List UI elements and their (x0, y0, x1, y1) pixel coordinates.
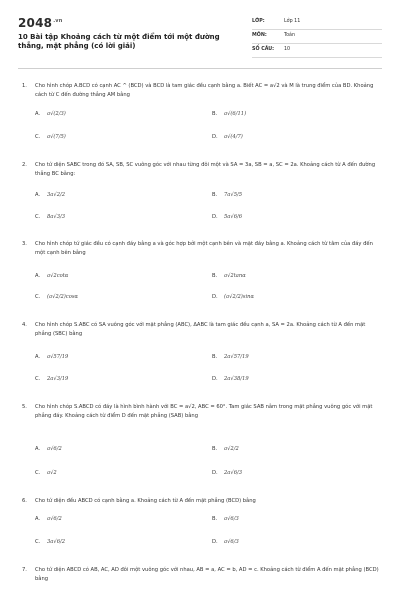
option-value: a√(2/3) (47, 111, 66, 117)
option-key: C. (35, 294, 41, 300)
option-d[interactable] (212, 134, 243, 140)
question-number: 4. (22, 322, 27, 328)
meta-label: SỐ CÂU: (252, 47, 275, 52)
logo-text: 2048 (18, 16, 53, 30)
option-value: a√2/2 (224, 446, 239, 452)
question-number: 2. (22, 162, 27, 168)
option-value: a√(7/5) (47, 134, 66, 140)
option-d[interactable] (212, 539, 239, 545)
option-value: 2a√3/19 (47, 376, 69, 382)
meta-row-grade (252, 16, 382, 30)
option-value: 3a√2/2 (47, 192, 66, 198)
option-a[interactable] (35, 273, 68, 279)
logo-suffix: .vn (53, 18, 63, 24)
question-number: 7. (22, 567, 27, 573)
question-text: Cho hình chóp S.ABC có SA vuông góc với mặt phẳng (ABC), ΔABC là tam giác đều cạnh a, SA = 2a. Khoảng cách từ A đến mặt phẳng (SBC) bằng (35, 322, 366, 337)
option-b[interactable] (212, 516, 239, 522)
question-6 (22, 497, 382, 506)
meta-value: Lớp 11 (284, 19, 301, 24)
option-c[interactable] (35, 294, 78, 300)
option-key: C. (35, 539, 41, 545)
option-value: (a√2/2)sinα (224, 294, 254, 300)
option-value: a√2cotα (47, 273, 69, 279)
option-key: A. (35, 273, 41, 279)
option-key: A. (35, 354, 41, 360)
question-4 (22, 321, 382, 338)
question-7 (22, 566, 382, 583)
question-text: Cho hình chóp tứ giác đều có cạnh đáy bằng a và góc hợp bởi một cạnh bên và mặt đáy bằng a. Khoảng cách từ tâm của đáy đến một cạnh bên bằng (35, 241, 373, 256)
question-text: Cho tứ diện ABCD có AB, AC, AD đôi một vuông góc với nhau, AB = a, AC = b, AD = c. Khoảng cách từ điểm A đến mặt phẳng (BCD) bằng (35, 567, 379, 582)
meta-label: LỚP: (252, 19, 265, 24)
question-text: Cho tứ diện đều ABCD có cạnh bằng a. Khoảng cách từ A đến mặt phẳng (BCD) bằng (35, 498, 256, 504)
option-key: B. (212, 446, 218, 452)
option-value: 8a√3/3 (47, 214, 66, 220)
site-logo[interactable] (18, 16, 63, 30)
option-key: B. (212, 354, 218, 360)
question-text: Cho hình chóp S.ABCD có đáy là hình bình hành với BC = a√2, ABC = 60°. Tam giác SAB nằm trong mặt phẳng vuông góc với mặt phẳng đáy. Khoảng cách từ điểm D đến mặt phẳng (SAB) bằng (35, 404, 373, 419)
option-key: D. (212, 134, 218, 140)
document-title: 10 Bài tập Khoảng cách từ một điểm tới một đường thẳng, mặt phẳng (có lời giải) (18, 33, 220, 50)
option-b[interactable] (212, 354, 249, 360)
header-divider (18, 68, 382, 69)
option-key: C. (35, 134, 41, 140)
option-key: B. (212, 111, 218, 117)
option-key: D. (212, 470, 218, 476)
option-key: C. (35, 214, 41, 220)
option-value: a√2 (47, 470, 57, 476)
option-value: a√6/2 (47, 446, 62, 452)
option-key: A. (35, 111, 41, 117)
question-text: Cho tứ diện SABC trong đó SA, SB, SC vuông góc với nhau từng đôi một và SA = 3a, SB = a, SC = 2a. Khoảng cách từ A đến đường thẳng BC bằng: (35, 162, 376, 177)
option-value: (a√2/2)cosα (47, 294, 78, 300)
option-value: a√(4/7) (224, 134, 243, 140)
option-key: B. (212, 192, 218, 198)
meta-value: Toán (284, 33, 296, 38)
option-value: a√(6/11) (224, 111, 247, 117)
option-a[interactable] (35, 516, 62, 522)
option-key: A. (35, 192, 41, 198)
option-value: 7a√5/5 (224, 192, 243, 198)
option-key: D. (212, 376, 218, 382)
meta-row-count (252, 44, 382, 58)
question-1 (22, 82, 382, 99)
option-d[interactable] (212, 214, 242, 220)
option-c[interactable] (35, 214, 65, 220)
option-c[interactable] (35, 539, 65, 545)
option-key: A. (35, 446, 41, 452)
option-key: D. (212, 539, 218, 545)
option-key: D. (212, 294, 218, 300)
option-key: C. (35, 470, 41, 476)
option-value: a√6/3 (224, 516, 239, 522)
option-b[interactable] (212, 446, 239, 452)
option-c[interactable] (35, 134, 66, 140)
option-value: a√57/19 (47, 354, 69, 360)
meta-label: MÔN: (252, 33, 267, 38)
option-key: B. (212, 516, 218, 522)
meta-row-subject (252, 30, 382, 44)
meta-table (252, 16, 382, 58)
option-key: C. (35, 376, 41, 382)
option-key: A. (35, 516, 41, 522)
option-a[interactable] (35, 111, 66, 117)
option-value: 2a√6/3 (224, 470, 243, 476)
option-b[interactable] (212, 111, 246, 117)
meta-value: 10 (284, 47, 291, 52)
question-5 (22, 403, 382, 420)
option-value: 5a√6/6 (224, 214, 243, 220)
option-value: 2a√38/19 (224, 376, 249, 382)
option-b[interactable] (212, 192, 242, 198)
question-number: 1. (22, 83, 27, 89)
question-number: 6. (22, 498, 27, 504)
option-value: 2a√57/19 (224, 354, 249, 360)
question-number: 5. (22, 404, 27, 410)
question-2 (22, 161, 382, 178)
option-d[interactable] (212, 376, 249, 382)
option-a[interactable] (35, 446, 62, 452)
option-c[interactable] (35, 470, 57, 476)
option-a[interactable] (35, 192, 65, 198)
option-a[interactable] (35, 354, 68, 360)
question-text: Cho hình chóp A.BCD có cạnh AC ^ (BCD) và BCD là tam giác đều cạnh bằng a. Biết AC = a√2 và M là trung điểm của BD. Khoảng cách từ C đến đường thẳng AM bằng (35, 83, 374, 98)
question-3 (22, 240, 382, 257)
option-value: 3a√6/2 (47, 539, 66, 545)
option-key: D. (212, 214, 218, 220)
question-number: 3. (22, 241, 27, 247)
option-value: a√6/2 (47, 516, 62, 522)
option-value: a√6/3 (224, 539, 239, 545)
option-value: a√2tanα (224, 273, 246, 279)
option-key: B. (212, 273, 218, 279)
option-d[interactable] (212, 470, 242, 476)
option-b[interactable] (212, 273, 246, 279)
option-d[interactable] (212, 294, 254, 300)
option-c[interactable] (35, 376, 68, 382)
